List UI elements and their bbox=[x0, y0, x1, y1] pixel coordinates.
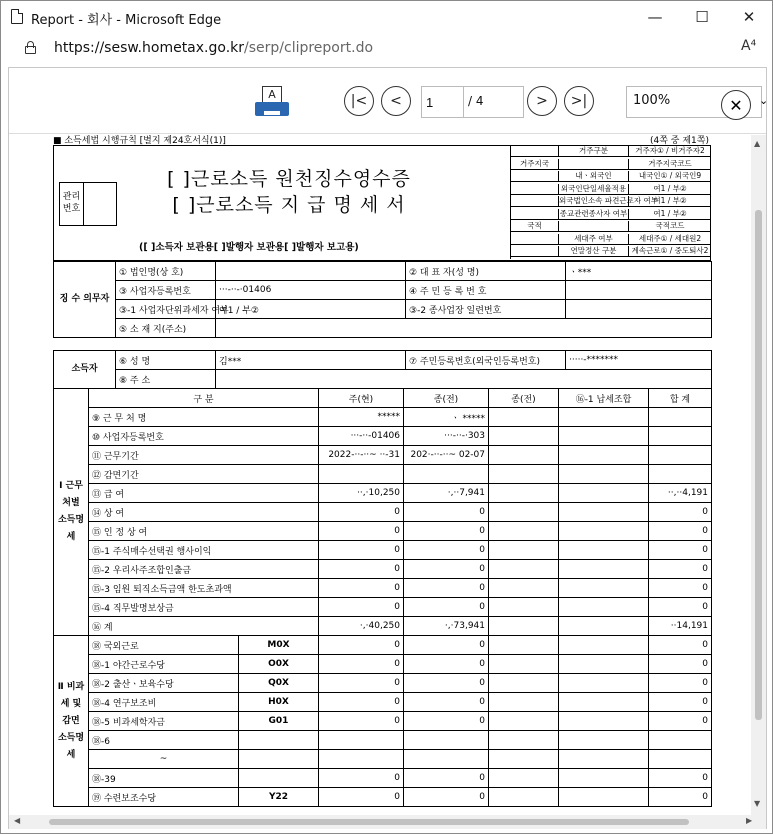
residency-cell: 거주자① / 비거주자2 bbox=[635, 146, 705, 155]
residency-cell: 여1 / 부② bbox=[653, 208, 687, 218]
residency-cell: 종교관련종사자 여부 bbox=[559, 208, 628, 218]
code-cell: O0X bbox=[239, 655, 319, 674]
prev-page-button[interactable]: < bbox=[381, 86, 411, 116]
residency-row bbox=[511, 184, 711, 195]
table-cell bbox=[404, 750, 489, 769]
code-cell: H0X bbox=[239, 693, 319, 712]
code-cell: Q0X bbox=[239, 674, 319, 693]
residency-cell: 외국법인소속 파견근로자 여부 bbox=[559, 196, 658, 205]
column-header: 종(전) bbox=[489, 389, 559, 408]
table-cell: 0 bbox=[649, 522, 712, 541]
residency-cell bbox=[511, 234, 559, 244]
residency-cell: 여1 / 부② bbox=[653, 196, 687, 205]
table-cell bbox=[319, 750, 404, 769]
residency-cell: 거주구분 bbox=[559, 146, 629, 156]
table-cell bbox=[489, 503, 559, 522]
code-cell bbox=[239, 731, 319, 750]
row-label: ⑮-3 임원 퇴직소득금액 한도초과액 bbox=[89, 579, 319, 598]
table-cell bbox=[489, 655, 559, 674]
law-reference: ■ 소득세법 시행규칙 [별지 제24호서식(1)] bbox=[53, 136, 226, 146]
payer-cell bbox=[566, 281, 712, 300]
table-cell bbox=[489, 731, 559, 750]
residency-row bbox=[511, 196, 711, 207]
residency-cell bbox=[511, 146, 559, 156]
read-aloud-icon[interactable]: A⁴ bbox=[741, 38, 757, 54]
residency-row bbox=[511, 171, 711, 182]
report-viewer bbox=[8, 67, 767, 829]
code-cell: M0X bbox=[239, 636, 319, 655]
residency-cell: 세대주 여부 bbox=[559, 234, 629, 244]
table-cell bbox=[649, 465, 712, 484]
table-cell: 0 bbox=[649, 674, 712, 693]
table-cell bbox=[489, 636, 559, 655]
row-label: ⑪ 근무기간 bbox=[89, 446, 319, 465]
table-row bbox=[54, 541, 712, 560]
table-row bbox=[54, 503, 712, 522]
column-header: 구 분 bbox=[89, 389, 319, 408]
last-page-button[interactable]: >| bbox=[564, 86, 594, 116]
table-cell bbox=[559, 788, 649, 807]
table-cell: ·,··7,941 bbox=[404, 484, 489, 503]
payer-label: 징 수 의무자 bbox=[54, 262, 116, 338]
row-label: ⑮-1 주식매수선택권 행사이익 bbox=[89, 541, 319, 560]
vertical-scrollbar[interactable] bbox=[751, 135, 766, 815]
table-row bbox=[54, 617, 712, 636]
table-cell bbox=[489, 769, 559, 788]
table-cell bbox=[489, 674, 559, 693]
table-cell bbox=[559, 408, 649, 427]
residency-cell: 계속근로① / 중도퇴사2 bbox=[631, 246, 709, 255]
payer-cell bbox=[216, 262, 406, 281]
table-cell bbox=[319, 731, 404, 750]
table-row bbox=[54, 712, 712, 731]
table-cell bbox=[649, 427, 712, 446]
residency-cell bbox=[511, 184, 559, 194]
table-cell: ···-··-·303 bbox=[404, 427, 489, 446]
table-cell: ··14,191 bbox=[649, 617, 712, 636]
residency-row bbox=[511, 246, 711, 257]
scrollbar-thumb[interactable] bbox=[755, 210, 762, 720]
payer-cell: ① 법인명(상 호) bbox=[116, 262, 216, 281]
code-cell: G01 bbox=[239, 712, 319, 731]
table-row bbox=[54, 560, 712, 579]
table-cell: ··,··4,191 bbox=[649, 484, 712, 503]
residency-cell bbox=[511, 196, 559, 206]
table-cell: 0 bbox=[319, 693, 404, 712]
table-cell bbox=[559, 503, 649, 522]
code-cell bbox=[239, 769, 319, 788]
table-cell bbox=[649, 750, 712, 769]
residency-row bbox=[511, 209, 711, 220]
table-cell: 0 bbox=[649, 788, 712, 807]
table-row bbox=[54, 427, 712, 446]
table-row bbox=[54, 465, 712, 484]
table-cell bbox=[489, 465, 559, 484]
table-cell bbox=[489, 598, 559, 617]
residency-cell bbox=[559, 159, 629, 169]
residency-cell bbox=[511, 246, 559, 256]
table-cell bbox=[559, 579, 649, 598]
table-cell bbox=[649, 731, 712, 750]
table-cell: 0 bbox=[319, 503, 404, 522]
earner-table bbox=[53, 350, 712, 389]
earner-cell: 김*** bbox=[216, 351, 406, 370]
earner-cell: ⑦ 주민등록번호(외국인등록번호) bbox=[406, 351, 566, 370]
first-page-button[interactable]: |< bbox=[344, 86, 374, 116]
payer-cell: ···-··-·01406 bbox=[216, 281, 406, 300]
table-cell bbox=[559, 484, 649, 503]
table-cell: 0 bbox=[404, 503, 489, 522]
table-cell: 0 bbox=[649, 503, 712, 522]
residency-cell: 국적 bbox=[511, 221, 559, 231]
table-cell bbox=[489, 788, 559, 807]
column-header: 종(전) bbox=[404, 389, 489, 408]
column-header: 주(현) bbox=[319, 389, 404, 408]
payer-row bbox=[54, 262, 712, 281]
earner-cell bbox=[216, 370, 712, 389]
table-cell bbox=[489, 693, 559, 712]
table-cell bbox=[559, 674, 649, 693]
code-cell bbox=[239, 750, 319, 769]
table-row bbox=[54, 636, 712, 655]
row-label: ⑬ 급 여 bbox=[89, 484, 319, 503]
table-cell bbox=[559, 522, 649, 541]
residency-cell: 연말정산 구분 bbox=[559, 246, 629, 256]
form-title-receipt: [ ]근로소득 원천징수영수증 bbox=[167, 168, 411, 190]
table-row bbox=[54, 674, 712, 693]
next-page-button[interactable]: > bbox=[527, 86, 557, 116]
payer-cell bbox=[216, 319, 712, 338]
table-cell: 0 bbox=[649, 541, 712, 560]
address-bar[interactable] bbox=[54, 40, 373, 56]
table-cell bbox=[559, 731, 649, 750]
table-cell: 0 bbox=[649, 598, 712, 617]
table-cell bbox=[559, 617, 649, 636]
maximize-button[interactable]: ☐ bbox=[695, 8, 709, 26]
table-cell: 0 bbox=[404, 636, 489, 655]
code-cell: Y22 bbox=[239, 788, 319, 807]
row-label: ⑱-2 출산ㆍ보육수당 bbox=[89, 674, 239, 693]
table-cell: 0 bbox=[404, 674, 489, 693]
table-cell: 0 bbox=[649, 769, 712, 788]
table-cell bbox=[649, 446, 712, 465]
residency-row bbox=[511, 221, 711, 232]
row-label: ⑨ 근 무 처 명 bbox=[89, 408, 319, 427]
table-row bbox=[54, 522, 712, 541]
table-row bbox=[54, 731, 712, 750]
table-cell: 0 bbox=[319, 674, 404, 693]
section1-label: Ⅰ 근무처별 소득명세 bbox=[54, 389, 89, 636]
earner-cell: ·····-******* bbox=[566, 351, 712, 370]
table-cell: 0 bbox=[319, 769, 404, 788]
table-cell bbox=[559, 636, 649, 655]
url-path: /serp/clipreport.do bbox=[244, 40, 374, 56]
payer-row bbox=[54, 300, 712, 319]
row-label: ⑱-4 연구보조비 bbox=[89, 693, 239, 712]
zoom-clear-icon[interactable]: ✕ bbox=[721, 90, 751, 120]
table-cell: ***** bbox=[319, 408, 404, 427]
row-label: ⑮-2 우리사주조합인출금 bbox=[89, 560, 319, 579]
zoom-select[interactable]: 100% bbox=[626, 86, 762, 118]
residency-cell: 세대주① / 세대원2 bbox=[638, 233, 702, 243]
table-cell bbox=[404, 731, 489, 750]
table-cell bbox=[489, 579, 559, 598]
residency-cell bbox=[559, 221, 629, 231]
table-cell: 0 bbox=[319, 579, 404, 598]
earner-row bbox=[54, 370, 712, 389]
table-row bbox=[54, 750, 712, 769]
table-cell: 0 bbox=[649, 636, 712, 655]
residency-row bbox=[511, 146, 711, 157]
row-label: ⑮ 인 정 상 여 bbox=[89, 522, 319, 541]
table-row bbox=[54, 579, 712, 598]
payer-cell: ⑤ 소 재 지(주소) bbox=[116, 319, 216, 338]
table-cell: 2022-··-··~ ··-31 bbox=[319, 446, 404, 465]
table-cell bbox=[489, 560, 559, 579]
table-cell: 0 bbox=[404, 579, 489, 598]
management-number-label: 관리 번호 bbox=[60, 183, 84, 225]
table-cell: 0 bbox=[319, 522, 404, 541]
residency-cell: 내ㆍ외국인 bbox=[559, 171, 629, 181]
earner-label: 소득자 bbox=[54, 351, 116, 389]
table-cell: 0 bbox=[404, 693, 489, 712]
table-cell: 0 bbox=[649, 560, 712, 579]
payer-row bbox=[54, 281, 712, 300]
table-cell: 0 bbox=[649, 712, 712, 731]
earner-cell: ⑥ 성 명 bbox=[116, 351, 216, 370]
section2-label: Ⅱ 비과세 및 감면 소득명세 bbox=[54, 636, 89, 807]
table-cell bbox=[559, 598, 649, 617]
column-header: ⑯-1 납세조합 bbox=[559, 389, 649, 408]
table-cell bbox=[489, 712, 559, 731]
table-cell: 0 bbox=[404, 560, 489, 579]
table-cell bbox=[559, 712, 649, 731]
residency-info-box bbox=[510, 146, 710, 259]
page-indicator: (4쪽 중 제1쪽) bbox=[650, 136, 709, 146]
row-label: ⑱-39 bbox=[89, 769, 239, 788]
residency-row bbox=[511, 159, 711, 170]
table-cell bbox=[559, 541, 649, 560]
residency-cell bbox=[511, 209, 559, 219]
table-cell: 0 bbox=[404, 598, 489, 617]
page-number-input[interactable] bbox=[421, 86, 464, 118]
page-total: / 4 bbox=[464, 86, 524, 118]
table-row bbox=[54, 788, 712, 807]
table-cell: 0 bbox=[319, 541, 404, 560]
table-cell: 0 bbox=[404, 655, 489, 674]
payer-cell: ② 대 표 자(성 명) bbox=[406, 262, 566, 281]
table-cell bbox=[489, 750, 559, 769]
payer-cell: 여1 / 부② bbox=[216, 300, 406, 319]
horizontal-scrollbar[interactable] bbox=[9, 815, 766, 829]
table-cell bbox=[559, 446, 649, 465]
table-cell: 0 bbox=[649, 655, 712, 674]
table-cell: 0 bbox=[319, 655, 404, 674]
table-cell bbox=[489, 408, 559, 427]
table-cell: ···-··-01406 bbox=[319, 427, 404, 446]
residency-cell: 외국인단일세율적용 bbox=[559, 184, 629, 194]
table-cell: 0 bbox=[404, 522, 489, 541]
table-cell bbox=[404, 465, 489, 484]
payer-row bbox=[54, 319, 712, 338]
form-title-statement: [ ]근로소득 지 급 명 세 서 bbox=[172, 194, 406, 216]
table-cell bbox=[559, 655, 649, 674]
table-cell: ·,·73,941 bbox=[404, 617, 489, 636]
report-toolbar bbox=[9, 68, 769, 134]
payer-cell: ③ 사업자등록번호 bbox=[116, 281, 216, 300]
print-icon[interactable]: A bbox=[255, 86, 289, 120]
residency-cell: 여1 / 부② bbox=[653, 183, 687, 193]
table-row bbox=[54, 655, 712, 674]
table-cell: 0 bbox=[319, 598, 404, 617]
table-cell bbox=[559, 693, 649, 712]
table-cell bbox=[489, 484, 559, 503]
table-cell: 0 bbox=[404, 788, 489, 807]
report-page[interactable] bbox=[9, 135, 751, 815]
table-cell bbox=[559, 427, 649, 446]
residency-cell bbox=[511, 171, 559, 181]
window-title: Report - 회사 - Microsoft Edge bbox=[31, 13, 222, 28]
table-cell: 0 bbox=[319, 636, 404, 655]
minimize-button[interactable]: — bbox=[647, 8, 663, 26]
row-label: ⑱-5 비과세학자금 bbox=[89, 712, 239, 731]
table-cell: 0 bbox=[404, 769, 489, 788]
payer-table bbox=[53, 261, 712, 338]
row-label: ⑩ 사업자등록번호 bbox=[89, 427, 319, 446]
table-cell bbox=[489, 617, 559, 636]
table-cell: 0 bbox=[649, 579, 712, 598]
table-row bbox=[54, 446, 712, 465]
scroll-left-icon[interactable]: ◀ bbox=[14, 816, 21, 825]
table-cell: 0 bbox=[319, 788, 404, 807]
lock-icon[interactable] bbox=[25, 41, 36, 54]
earner-cell: ⑧ 주 소 bbox=[116, 370, 216, 389]
scroll-up-icon[interactable]: ▲ bbox=[754, 139, 761, 148]
copy-purpose: ([ ]소득자 보관용[ ]발행자 보관용[ ]발행자 보고용) bbox=[139, 242, 359, 253]
table-cell bbox=[489, 522, 559, 541]
scroll-right-icon[interactable]: ▶ bbox=[746, 816, 753, 825]
table-row bbox=[54, 598, 712, 617]
table-cell bbox=[319, 465, 404, 484]
horizontal-scrollbar-thumb[interactable] bbox=[49, 819, 689, 825]
row-label: ⑮-4 직무발명보상금 bbox=[89, 598, 319, 617]
table-cell bbox=[559, 769, 649, 788]
workplace-income-table bbox=[53, 388, 712, 807]
table-cell: ㆍ ***** bbox=[404, 408, 489, 427]
table-cell bbox=[649, 408, 712, 427]
chevron-down-icon[interactable]: ⌄ bbox=[759, 94, 769, 107]
residency-cell: 거주지국 bbox=[511, 159, 559, 169]
payer-cell: ③-2 종사업장 일련번호 bbox=[406, 300, 566, 319]
earner-row bbox=[54, 351, 712, 370]
payer-cell: ㆍ*** bbox=[566, 262, 712, 281]
table-cell: 202·-··-··~ 02-07 bbox=[404, 446, 489, 465]
table-cell: ·,·40,250 bbox=[319, 617, 404, 636]
residency-cell: 국적코드 bbox=[655, 221, 685, 230]
residency-cell: 거주지국코드 bbox=[648, 158, 692, 168]
payer-cell: ④ 주 민 등 록 번 호 bbox=[406, 281, 566, 300]
table-cell bbox=[489, 446, 559, 465]
row-label: ⑲ 수련보조수당 bbox=[89, 788, 239, 807]
table-cell: 0 bbox=[319, 560, 404, 579]
table-cell bbox=[489, 427, 559, 446]
header-row bbox=[54, 389, 712, 408]
table-cell bbox=[559, 465, 649, 484]
column-header: 합 계 bbox=[649, 389, 712, 408]
row-label: ⑱-1 야간근로수당 bbox=[89, 655, 239, 674]
table-row bbox=[54, 769, 712, 788]
payer-cell: ③-1 사업자단위과세자 여부 bbox=[116, 300, 216, 319]
table-cell: 0 bbox=[649, 693, 712, 712]
row-label: ⑱ 국외근로 bbox=[89, 636, 239, 655]
table-cell bbox=[559, 560, 649, 579]
table-cell: 0 bbox=[319, 712, 404, 731]
table-row bbox=[54, 693, 712, 712]
form-header bbox=[53, 145, 711, 261]
row-label: ⑯ 계 bbox=[89, 617, 319, 636]
document-icon bbox=[11, 9, 23, 24]
table-cell: 0 bbox=[404, 541, 489, 560]
row-label: ~ bbox=[89, 750, 239, 769]
table-cell bbox=[559, 750, 649, 769]
table-cell: ··,·10,250 bbox=[319, 484, 404, 503]
residency-cell: 내국인① / 외국인9 bbox=[638, 171, 702, 180]
payer-cell bbox=[566, 300, 712, 319]
residency-row bbox=[511, 234, 711, 245]
row-label: ⑫ 감면기간 bbox=[89, 465, 319, 484]
table-cell bbox=[489, 541, 559, 560]
url-host: https://sesw.hometax.go.kr bbox=[54, 40, 245, 56]
row-label: ⑱-6 bbox=[89, 731, 239, 750]
row-label: ⑭ 상 여 bbox=[89, 503, 319, 522]
scroll-down-icon[interactable]: ▼ bbox=[754, 799, 761, 808]
table-row bbox=[54, 484, 712, 503]
table-row bbox=[54, 408, 712, 427]
close-button[interactable]: ✕ bbox=[742, 8, 756, 26]
title-bar bbox=[1, 1, 772, 33]
table-cell: 0 bbox=[404, 712, 489, 731]
